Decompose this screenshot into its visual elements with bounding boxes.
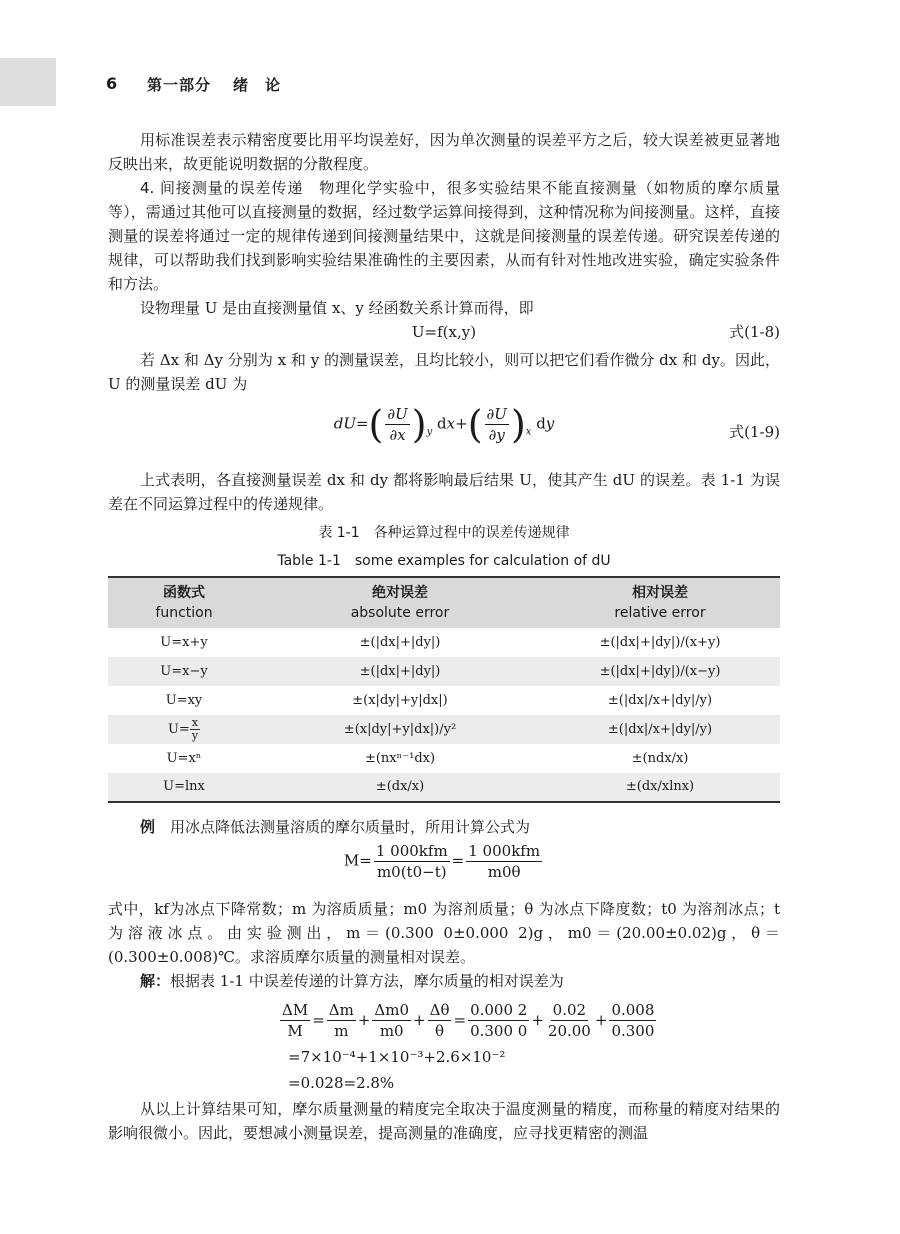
table-row: U=x−y ±(|dx|+|dy|) ±(|dx|+|dy|)/(x−y) bbox=[108, 657, 780, 686]
solution-text: 根据表 1-1 中误差传递的计算方法，摩尔质量的相对误差为 bbox=[170, 972, 564, 990]
table-row: U=lnx ±(dx/x) ±(dx/xlnx) bbox=[108, 773, 780, 802]
table-row: U=xy ±(x|dy|+y|dx|) ±(|dx|/x+|dy|/y) bbox=[165, 692, 713, 708]
example-explanation: 式中，kf为冰点下降常数；m 为溶质质量；m0 为溶剂质量；θ 为冰点下降度数；t0 为溶剂冰点；t 为溶液冰点。由实验测出，m＝(0.300 0±0.000 2)g，m0＝(20.00±0.02)g，θ＝(0.300±0.008)℃。求溶质摩尔质量的测量相对误差。 bbox=[108, 900, 780, 966]
table-caption-en: Table 1-1 some examples for calculation of dU bbox=[277, 553, 611, 569]
equation-1-8-body: U=f(x,y) bbox=[411, 323, 477, 341]
header-function: 函数式 function bbox=[155, 585, 213, 621]
solution-label: 解： bbox=[140, 972, 171, 990]
page-number: 6 bbox=[106, 74, 118, 93]
error-propagation-table bbox=[108, 576, 780, 803]
equation-1-8 bbox=[108, 320, 780, 348]
relative-error-calculation bbox=[278, 995, 780, 1097]
equation-1-8-number: 式(1-8) bbox=[729, 323, 780, 341]
header-absolute-error: 绝对误差 absolute error bbox=[350, 585, 450, 621]
calc-line-1: $\frac{\Delta M}{M}$ = $\frac{\Delta m}{m}$ + $\frac{\Delta m0}{m0}$ + $\frac{\Delta\theta}{\theta}$ = $\frac{0.000 2}{0.300 0}$ + $\frac{0.02}{20.00}$ + $\frac{0.008}{0.300}$ bbox=[282, 1000, 655, 1040]
calc-line-2: =7×10⁻⁴+1×10⁻³+2.6×10⁻² bbox=[288, 1048, 506, 1066]
part-label: 第一部分 bbox=[147, 76, 212, 94]
chapter-title: 绪 论 bbox=[233, 76, 282, 94]
paragraph-4: 若 Δx 和 Δy 分别为 x 和 y 的测量误差，且均比较小，则可以把它们看作微分 dx 和 dy。因此，U 的测量误差 dU 为 bbox=[108, 351, 780, 393]
example-label: 例 bbox=[140, 818, 156, 836]
paragraph-2-text: 物理化学实验中，很多实验结果不能直接测量（如物质的摩尔质量等），需通过其他可以直接测量的数据，经过数学运算间接得到，这种情况称为间接测量。这样，直接测量的误差将通过一定的规律传递到间接测量结果中，这就是间接测量的误差传递。研究误差传递的规律，可以帮助我们找到影响实验结果准确性的主要因素，从而有针对性地改进实验，确定实验条件和方法。 bbox=[108, 179, 780, 293]
paragraph-2 bbox=[108, 176, 780, 296]
conclusion-paragraph: 从以上计算结果可知，摩尔质量测量的精度完全取决于温度测量的精度，而称量的精度对结果的影响很微小。因此，要想减小测量误差，提高测量的准确度，应寻找更精密的测温 bbox=[108, 1100, 780, 1142]
paragraph-3: 设物理量 U 是由直接测量值 x、y 经函数关系计算而得，即 bbox=[140, 299, 534, 317]
table-row: U= $\frac{x}{y}$ ±(x|dy|+y|dx|)/y² ±(|dx|/x+|dy|/y) bbox=[108, 715, 780, 744]
example-intro bbox=[108, 815, 780, 839]
table-caption-zh: 表 1-1 各种运算过程中的误差传递规律 bbox=[318, 525, 570, 541]
paragraph-5: 上式表明，各直接测量误差 dx 和 dy 都将影响最后结果 U，使其产生 dU 的误差。表 1-1 为误差在不同运算过程中的传递规律。 bbox=[108, 471, 780, 513]
equation-1-9-number: 式(1-9) bbox=[729, 423, 780, 441]
paragraph-1: 用标准误差表示精密度要比用平均误差好，因为单次测量的误差平方之后，较大误差被更显著地反映出来，故更能说明数据的分散程度。 bbox=[108, 131, 780, 173]
table-row: U=x+y ±(|dx|+|dy|) ±(|dx|+|dy|)/(x+y) bbox=[160, 634, 721, 650]
running-header bbox=[147, 74, 281, 95]
equation-1-9-body: dU=( $\frac{\partial U}{\partial x}$ )$_y$ dx+( $\frac{\partial U}{\partial y}$ )$_x$ dy bbox=[333, 402, 555, 447]
page-tab-marker bbox=[0, 58, 56, 106]
table-header-row bbox=[108, 577, 780, 628]
equation-1-9 bbox=[108, 400, 780, 464]
solution-intro bbox=[108, 969, 780, 993]
header-relative-error: 相对误差 relative error bbox=[614, 585, 706, 621]
page-content bbox=[108, 128, 780, 1145]
example-text: 用冰点降低法测量溶质的摩尔质量时，所用计算公式为 bbox=[170, 818, 531, 836]
table-row: U=xⁿ ±(nxⁿ⁻¹dx) ±(ndx/x) bbox=[166, 750, 689, 766]
molar-mass-formula: M= $\frac{\text{1 000kfm}}{m0(t0-t)}$ = $\frac{\text{1 000kfm}}{m0\theta}$ bbox=[343, 842, 541, 881]
calc-line-3: =0.028=2.8% bbox=[288, 1074, 395, 1092]
section-heading: 4. 间接测量的误差传递 bbox=[140, 179, 304, 197]
